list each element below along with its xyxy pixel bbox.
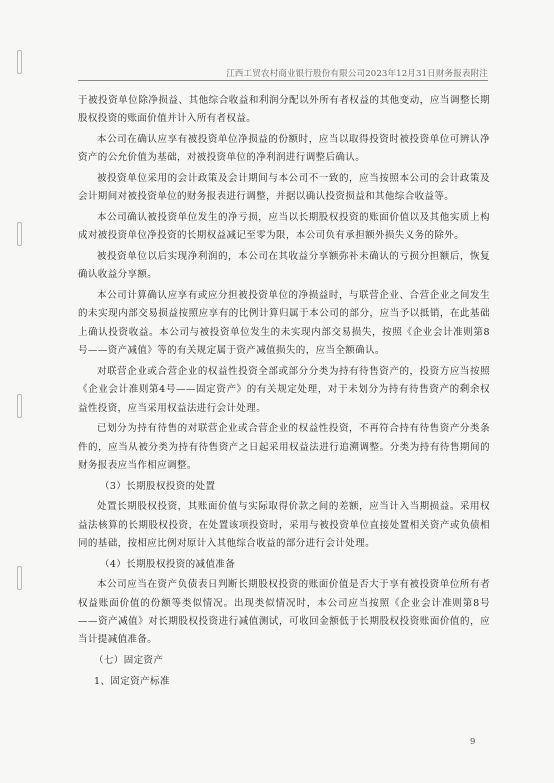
section-heading: （七）固定资产	[94, 655, 164, 667]
paragraph: 被投资单位以后实现净利润的，本公司在其收益分享额弥补未确认的亏损分担额后，恢复确认收益分享额。	[78, 251, 490, 281]
subsection-heading: 1、固定资产标准	[94, 675, 170, 687]
page-number: 9	[470, 737, 476, 747]
paragraph: 本公司应当在资产负债表日判断长期股权投资的账面价值是否大于享有被投资单位所有者权益账面价值的份额等类似情况。出现类似情况时，本公司应当按照《企业会计准则第8号——资产减值》对长期股权投资进行减值测试，可收回金额低于长期股权投资账面价值的，应当计提减值准备。	[78, 579, 490, 646]
paragraph: 本公司计算确认应享有或应分担被投资单位的净损益时，与联营企业、合营企业之间发生的未实现内部交易损益按照应享有的比例计算归属于本公司的部分，应当予以抵销，在此基础上确认投资收益。本公司与被投资单位发生的未实现内部交易损失，按照《企业会计准则第8号——资产减值》等的有关规定属于资产减值损失的，应当全额确认。	[78, 290, 490, 357]
paragraph: 对联营企业或合营企业的权益性投资全部或部分分类为持有待售资产的，投资方应当按照《企业会计准则第4号——固定资产》的有关规定处理，对于未划分为持有待售资产的剩余权益性投资，应当采用权益法进行会计处理。	[78, 365, 490, 414]
subheading-disposal: （3）长期股权投资的处置	[100, 480, 216, 492]
paragraph: 于被投资单位除净损益、其他综合收益和利润分配以外所有者权益的其他变动，应当调整长期股权投资的账面价值并计入所有者权益。	[78, 95, 490, 125]
body-text	[78, 92, 490, 693]
paragraph: 被投资单位采用的会计政策及会计期间与本公司不一致的，应当按照本公司的会计政策及会计期间对被投资单位的财务报表进行调整，并据以确认投资损益和其他综合收益等。	[78, 173, 490, 203]
binding-hole-mark	[17, 566, 22, 590]
header-rule	[78, 80, 488, 81]
paragraph: 处置长期股权投资，其账面价值与实际取得价款之间的差额，应当计入当期损益。采用权益法核算的长期股权投资，在处置该项投资时，采用与被投资单位直接处置相关资产或负债相同的基础，按相应比例对原计入其他综合收益的部分进行会计处理。	[78, 501, 490, 550]
paragraph: 本公司在确认应享有被投资单位净损益的份额时，应当以取得投资时被投资单位可辨认净资产的公允价值为基础，对被投资单位的净利润进行调整后确认。	[78, 134, 490, 164]
running-header: 江西工贸农村商业银行股份有限公司2023年12月31日财务报表附注	[226, 69, 488, 79]
binding-hole-mark	[17, 50, 22, 74]
subheading-impairment: （4）长期股权投资的减值准备	[100, 558, 236, 570]
binding-hole-mark	[17, 222, 22, 246]
paragraph: 本公司确认被投资单位发生的净亏损，应当以长期股权投资的账面价值以及其他实质上构成对被投资单位净投资的长期权益减记至零为限，本公司负有承担额外损失义务的除外。	[78, 212, 490, 242]
binding-hole-mark	[17, 394, 22, 418]
paragraph: 已划分为持有待售的对联营企业或合营企业的权益性投资，不再符合持有待售资产分类条件的，应当从被分类为持有待售资产之日起采用权益法进行追溯调整。分类为持有待售期间的财务报表应当作相应调整。	[78, 423, 490, 472]
